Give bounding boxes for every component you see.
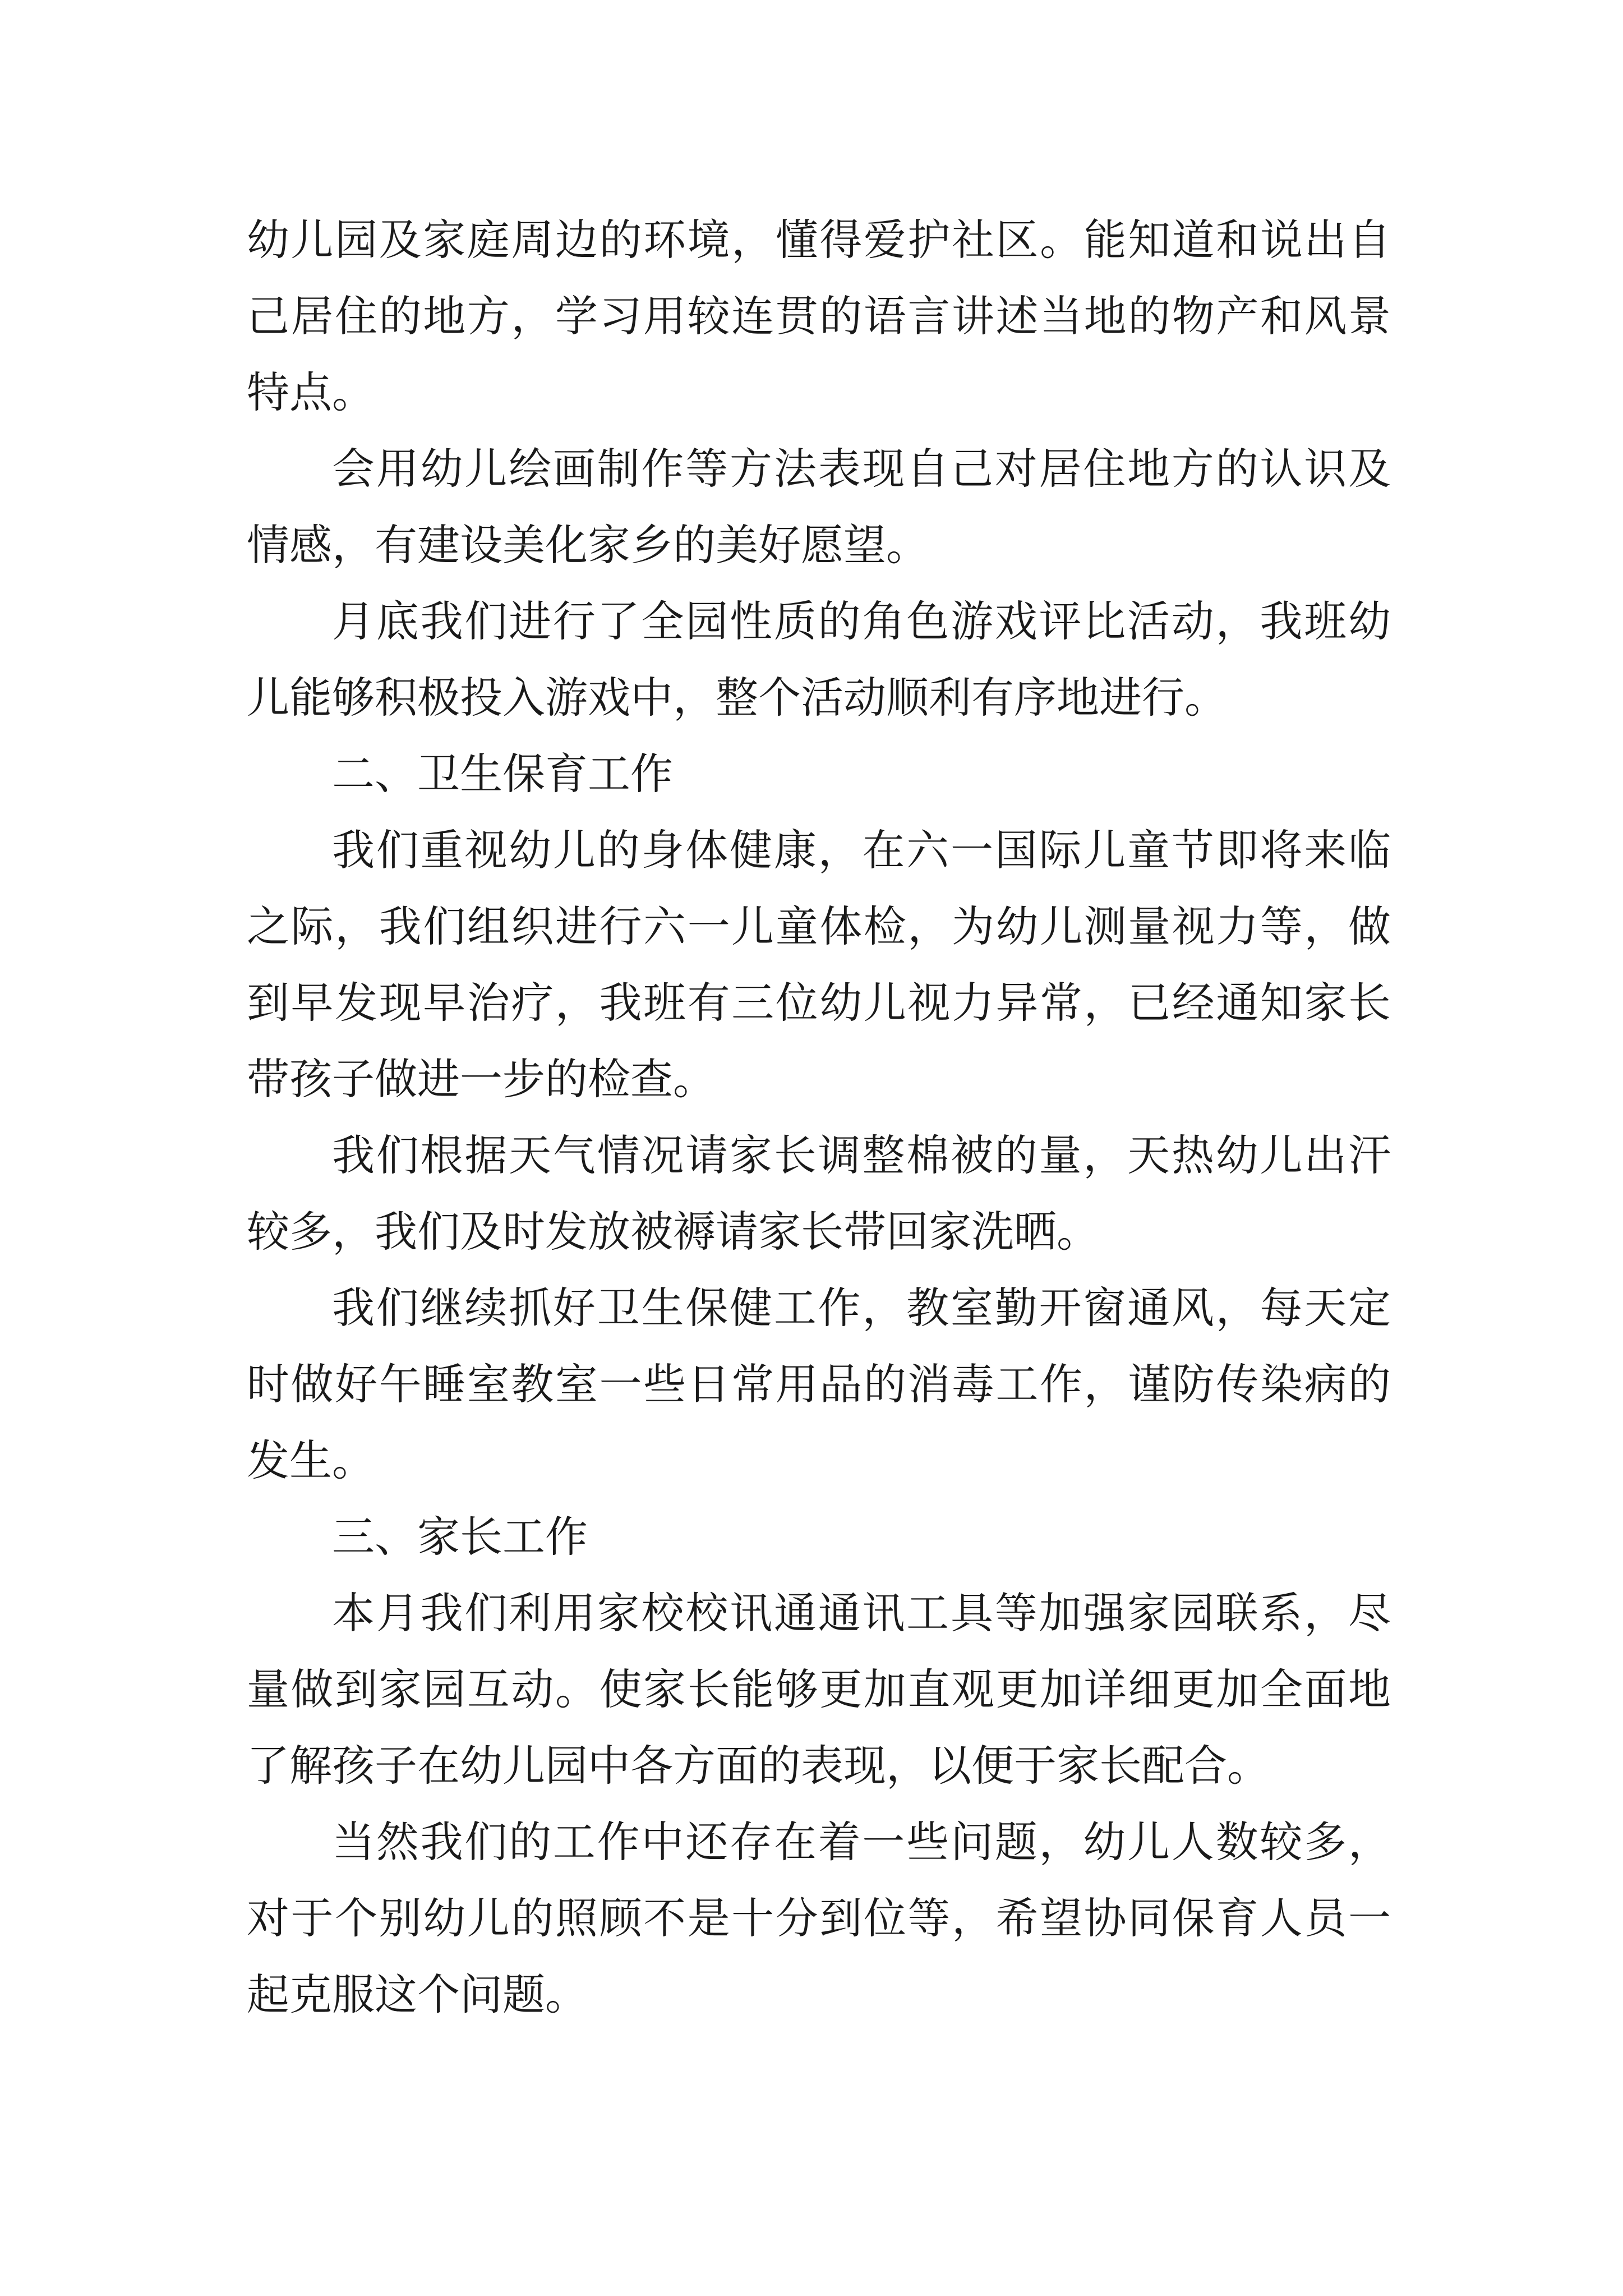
paragraph-home-school-contact: 本月我们利用家校校讯通通讯工具等加强家园联系，尽量做到家园互动。使家长能够更加直观更加详细更加全面地了解孩子在幼儿园中各方面的表现，以便于家长配合。 <box>247 1588 1391 1791</box>
document-body <box>247 202 1391 2033</box>
paragraph-remaining-issues: 当然我们的工作中还存在着一些问题，幼儿人数较多，对于个别幼儿的照顾不是十分到位等，希望协同保育人员一起克服这个问题。 <box>247 1817 1391 2019</box>
paragraph-drawing-expression: 会用幼儿绘画制作等方法表现自己对居住地方的认识及情感，有建设美化家乡的美好愿望。 <box>247 444 1391 570</box>
paragraph-hygiene: 我们继续抓好卫生保健工作，教室勤开窗通风，每天定时做好午睡室教室一些日常用品的消毒工作，谨防传染病的发生。 <box>247 1283 1391 1485</box>
section-heading-parent-work: 三、家长工作 <box>332 1512 588 1562</box>
paragraph-role-play-contest: 月底我们进行了全园性质的角色游戏评比活动，我班幼儿能够积极投入游戏中，整个活动顺利有序地进行。 <box>247 596 1391 723</box>
section-heading-health-care: 二、卫生保育工作 <box>332 749 673 799</box>
paragraph-bedding: 我们根据天气情况请家长调整棉被的量，天热幼儿出汗较多，我们及时发放被褥请家长带回家洗晒。 <box>247 1130 1391 1257</box>
paragraph-physical-exam: 我们重视幼儿的身体健康，在六一国际儿童节即将来临之际，我们组织进行六一儿童体检，为幼儿测量视力等，做到早发现早治疗，我班有三位幼儿视力异常，已经通知家长带孩子做进一步的检查。 <box>247 825 1391 1104</box>
paragraph-continuation: 幼儿园及家庭周边的环境，懂得爱护社区。能知道和说出自己居住的地方，学习用较连贯的语言讲述当地的物产和风景特点。 <box>247 215 1391 417</box>
